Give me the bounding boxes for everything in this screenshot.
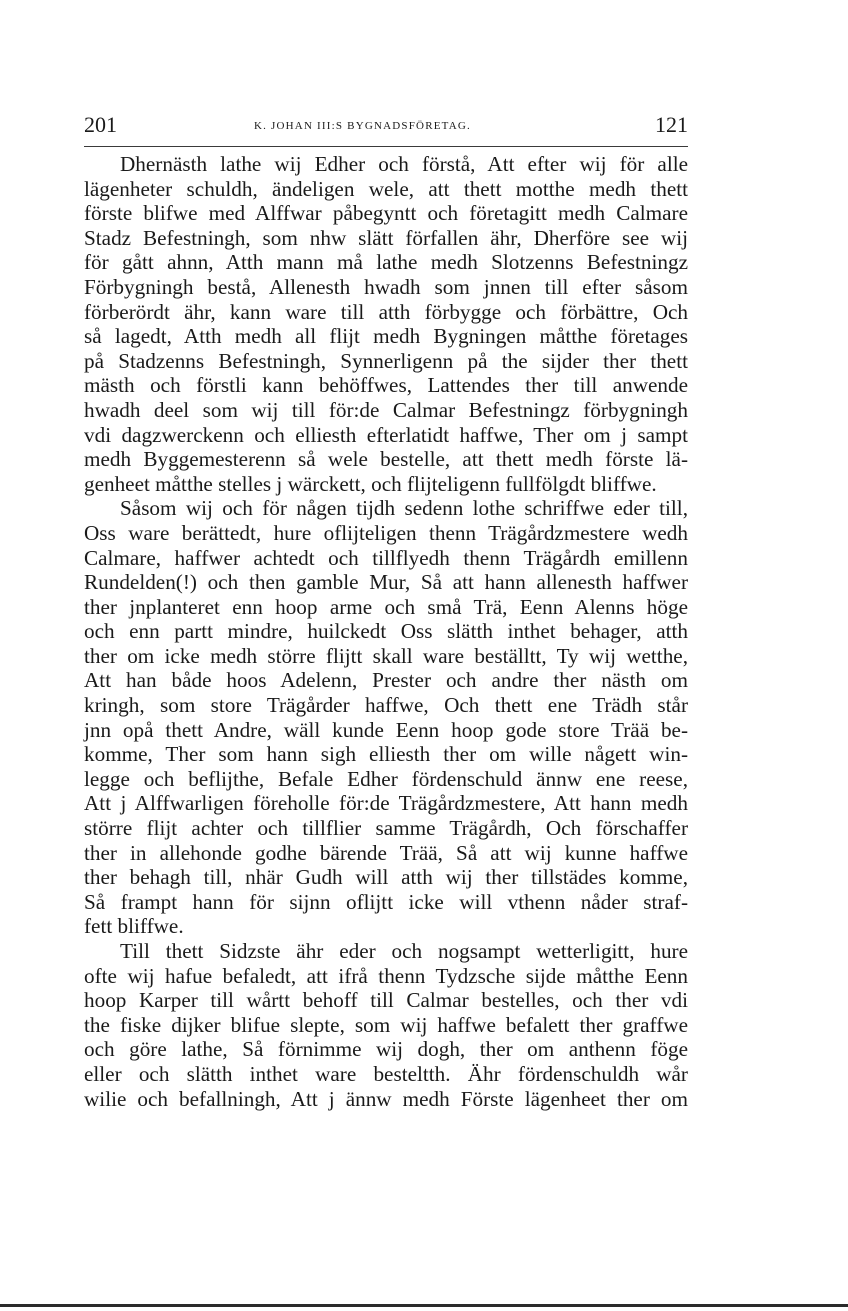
header-rule	[84, 146, 688, 147]
text-line: hwadh deel som wij till för:de Calmar Befestningz förbygningh	[84, 397, 688, 422]
paragraph	[84, 939, 688, 1111]
text-line: jnn opå thett Andre, wäll kunde Eenn hoop gode store Trää be-	[84, 717, 688, 742]
text-line: Calmare, haffwer achtedt och tillflyedh thenn Trägårdh emillenn	[84, 545, 688, 570]
paragraph	[84, 152, 688, 496]
text-line: på Stadzenns Befestningh, Synnerligenn på the sijder ther thett	[84, 348, 688, 373]
text-line: hoop Karper till wårtt behoff till Calmar bestelles, och ther vdi	[84, 988, 688, 1013]
text-line: Att j Alffwarligen föreholle för:de Trägårdzmestere, Att hann medh	[84, 791, 688, 816]
page-body	[84, 152, 688, 1111]
text-line: wilie och befallningh, Att j ännw medh Förste lägenheet ther om	[84, 1086, 688, 1111]
running-title: K. JOHAN III:S BYGNADSFÖRETAG.	[254, 120, 471, 132]
text-line: förberördt ähr, kann ware till atth förbygge och förbättre, Och	[84, 299, 688, 324]
text-line: Så frampt hann för sijnn oflijtt icke will vthenn nåder straf-	[84, 889, 688, 914]
text-line: medh Byggemesterenn så wele bestelle, att thett medh förste lä-	[84, 447, 688, 472]
text-line: ther jnplanteret enn hoop arme och små Trä, Eenn Alenns höge	[84, 594, 688, 619]
paragraph	[84, 496, 688, 939]
text-line: eller och slätth inthet ware besteltth. Ähr fördenschuldh wår	[84, 1061, 688, 1086]
text-line: Att han både hoos Adelenn, Prester och andre ther nästh om	[84, 668, 688, 693]
text-line: mästh och förstli kann behöffwes, Lattendes ther till anwende	[84, 373, 688, 398]
text-line: Såsom wij och för någen tijdh sedenn lothe schriffwe eder till,	[120, 496, 688, 521]
text-line: genheet måtthe stelles j wärckett, och flijteligenn fullfölgdt bliffwe.	[84, 471, 657, 496]
text-line: Förbygningh bestå, Allenesth hwadh som jnnen till efter såsom	[84, 274, 688, 299]
text-line: större flijt achter och tillflier samme Trägårdh, Och förschaffer	[84, 816, 688, 841]
text-line: legge och beflijthe, Befale Edher fördenschuld ännw ene reese,	[84, 766, 688, 791]
text-line: Dhernästh lathe wij Edher och förstå, Att efter wij för alle	[120, 152, 688, 176]
text-line: Till thett Sidzste ähr eder och nogsampt wetterligitt, hure	[120, 939, 688, 963]
text-line: ofte wij hafue befaledt, att ifrå thenn Tydzsche sijde måtthe Eenn	[84, 963, 688, 988]
right-page-number: 121	[655, 112, 688, 137]
running-header	[84, 112, 688, 142]
text-line: för gått ahnn, Atth mann må lathe medh Slotzenns Befestningz	[84, 250, 688, 275]
text-line: lägenheter schuldh, ändeligen wele, att thett motthe medh thett	[84, 176, 688, 201]
text-line: vdi dagzwerckenn och elliesth efterlatidt haffwe, Ther om j sampt	[84, 422, 688, 447]
text-line: ther in allehonde godhe bärende Trää, Så att wij kunne haffwe	[84, 840, 688, 865]
text-line: så lagedt, Atth medh all flijt medh Bygningen måtthe företages	[84, 324, 688, 349]
text-line: fett bliffwe.	[84, 914, 184, 939]
text-line: ther behagh till, nhär Gudh will atth wij ther tillstädes komme,	[84, 865, 688, 890]
text-line: Stadz Befestningh, som nhw slätt förfallen ähr, Dherföre see wij	[84, 225, 688, 250]
text-line: förste blifwe med Alffwar påbegyntt och företagitt medh Calmare	[84, 201, 688, 226]
text-line: Rundelden(!) och then gamble Mur, Så att hann allenesth haffwer	[84, 570, 688, 595]
text-line: och göre lathe, Så förnimme wij dogh, ther om anthenn föge	[84, 1037, 688, 1062]
text-line: komme, Ther som hann sigh elliesth ther om wille någett win-	[84, 742, 688, 767]
left-page-number: 201	[84, 112, 117, 137]
page-bottom-edge	[0, 1304, 848, 1307]
text-line: Oss ware berättedt, hure oflijteligen thenn Trägårdzmestere wedh	[84, 520, 688, 545]
text-line: ther om icke medh större flijtt skall ware beställtt, Ty wij wetthe,	[84, 643, 688, 668]
text-line: kringh, som store Trägårder haffwe, Och thett ene Trädh står	[84, 693, 688, 718]
text-line: the fiske dijker blifue slepte, som wij haffwe befalett ther graffwe	[84, 1012, 688, 1037]
text-line: och enn partt mindre, huilckedt Oss slätth inthet behager, atth	[84, 619, 688, 644]
